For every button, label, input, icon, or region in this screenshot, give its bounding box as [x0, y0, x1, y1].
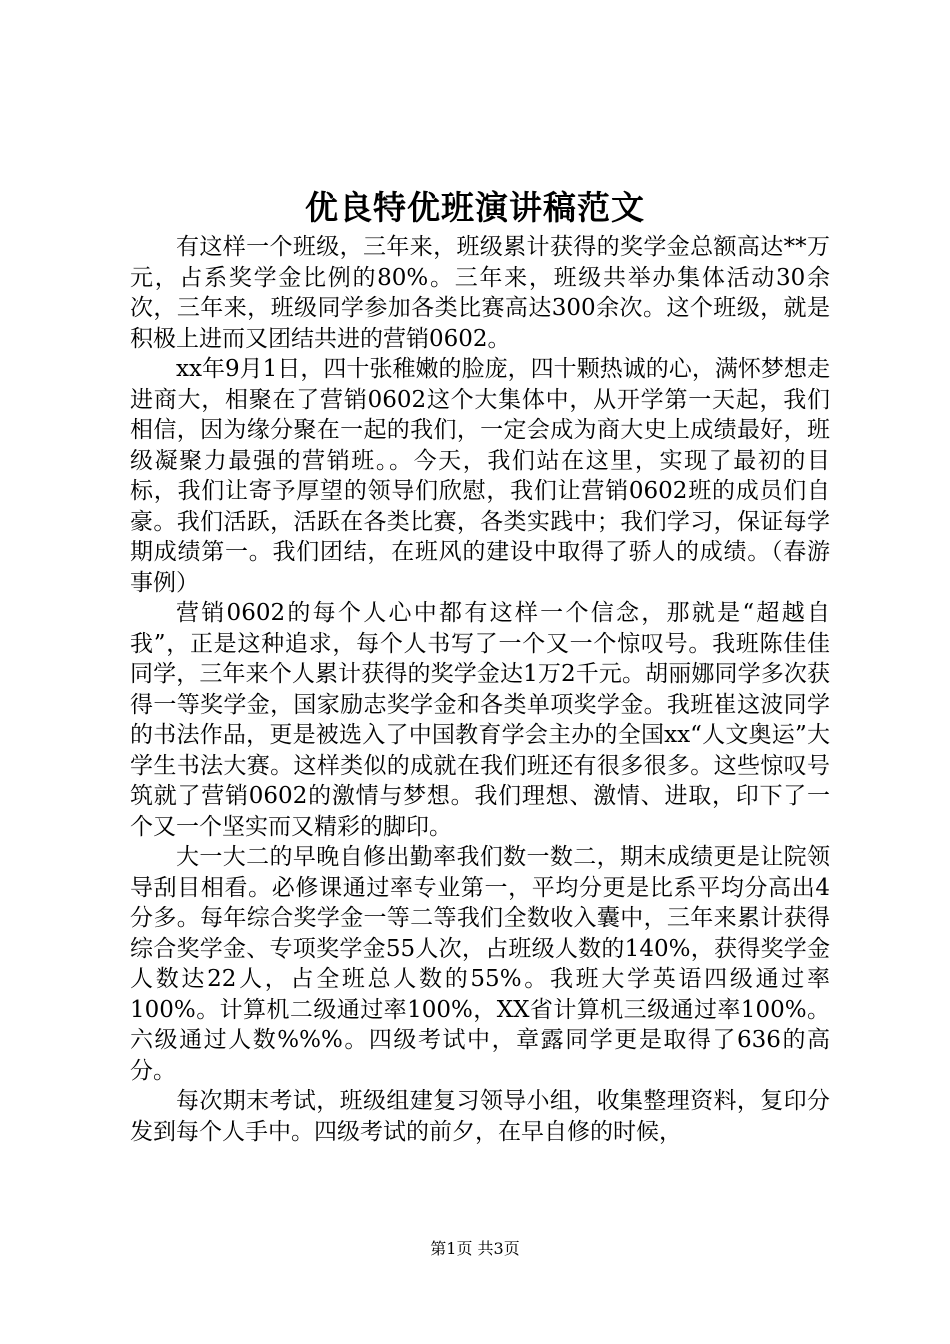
paragraph-3: 营销0602的每个人心中都有这样一个信念，那就是“超越自我”，正是这种追求，每个人书写了一个又一个惊叹号。我班陈佳佳同学，三年来个人累计获得的奖学金达1万2千元。胡丽娜同学多次获得一等奖学金，国家励志奖学金和各类单项奖学金。我班崔这波同学的书法作品，更是被选入了中国教育学会主办的全国xx“人文奥运”大学生书法大赛。这样类似的成就在我们班还有很多很多。这些惊叹号筑就了营销0602的激情与梦想。我们理想、激情、进取，印下了一个又一个坚实而又精彩的脚印。 [130, 600, 830, 840]
paragraph-5: 每次期末考试，班级组建复习领导小组，收集整理资料，复印分发到每个人手中。四级考试的前夕，在早自修的时候， [130, 1088, 830, 1145]
body-text [130, 232, 830, 1147]
paragraph-1: 有这样一个班级，三年来，班级累计获得的奖学金总额高达**万元，占系奖学金比例的80%。三年来，班级共举办集体活动30余次，三年来，班级同学参加各类比赛高达300余次。这个班级，就是积极上进而又团结共进的营销0602。 [130, 234, 830, 352]
page-title: 优良特优班演讲稿范文 [305, 188, 645, 227]
page-footer: 第1页 共3页 [430, 1239, 520, 1258]
paragraph-2: xx年9月1日，四十张稚嫩的脸庞，四十颗热诚的心，满怀梦想走进商大，相聚在了营销0602这个大集体中，从开学第一天起，我们相信，因为缘分聚在一起的我们，一定会成为商大史上成绩最好，班级凝聚力最强的营销班。。今天，我们站在这里，实现了最初的目标，我们让寄予厚望的领导们欣慰，我们让营销0602班的成员们自豪。我们活跃，活跃在各类比赛，各类实践中；我们学习，保证每学期成绩第一。我们团结，在班风的建设中取得了骄人的成绩。（春游事例） [130, 356, 830, 596]
paragraph-4: 大一大二的早晚自修出勤率我们数一数二，期末成绩更是让院领导刮目相看。必修课通过率专业第一，平均分更是比系平均分高出4分多。每年综合奖学金一等二等我们全数收入囊中，三年来累计获得综合奖学金、专项奖学金55人次，占班级人数的140%，获得奖学金人数达22人，占全班总人数的55%。我班大学英语四级通过率100%。计算机二级通过率100%，XX省计算机三级通过率100%。六级通过人数%%%。四级考试中，章露同学更是取得了636的高分。 [130, 844, 830, 1084]
